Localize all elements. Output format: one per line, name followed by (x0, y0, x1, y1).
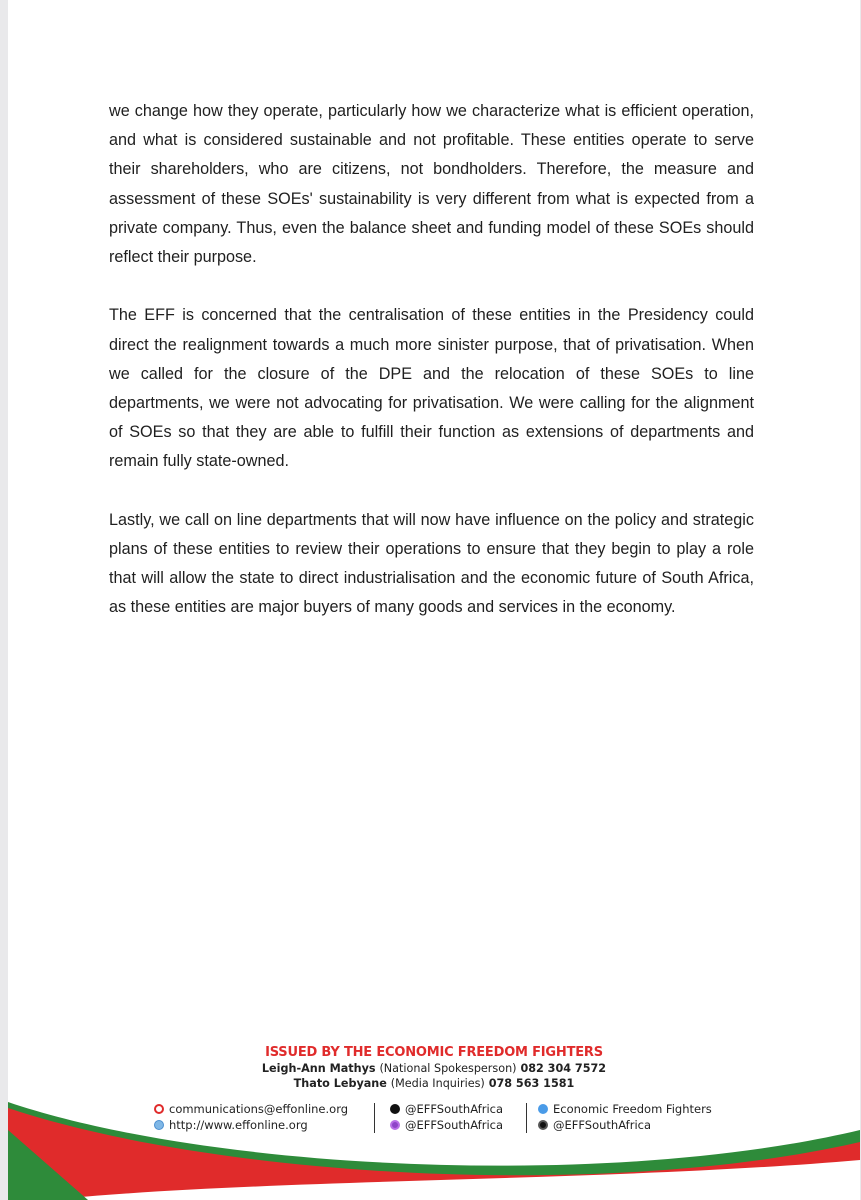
contact-phone: 078 563 1581 (488, 1077, 575, 1090)
facebook-name[interactable]: Economic Freedom Fighters (553, 1102, 712, 1116)
contact-name: Leigh-Ann Mathys (261, 1062, 376, 1075)
contact-name: Thato Lebyane (293, 1077, 387, 1090)
contact-phone: 082 304 7572 (520, 1062, 607, 1075)
tiktok-handle[interactable]: @EFFSouthAfrica (553, 1118, 652, 1132)
x-handle[interactable]: @EFFSouthAfrica (405, 1102, 504, 1116)
issuer-block (8, 1044, 860, 1091)
contact-line-1 (8, 1061, 860, 1076)
paragraph-2: The EFF is concerned that the centralisation of these entities in the Presidency could direct the realignment towards a much more sinister purpose, that of privatisation. When we called for the closure of the DPE and the relocation of these SOEs to line departments, we were not advocating for privatisation. We were calling for the alignment of SOEs so that they are able to fulfill their function as extensions of departments and remain fully state-owned. (109, 306, 754, 471)
contact-role: (Media Inquiries) (390, 1077, 485, 1090)
website-link[interactable]: http://www.effonline.org (169, 1118, 308, 1132)
contact-line-2 (8, 1076, 860, 1091)
email-link[interactable]: communications@effonline.org (169, 1102, 349, 1116)
footer-wave-decoration (8, 1090, 860, 1200)
document-page (8, 0, 860, 1200)
statement-body (109, 97, 754, 652)
instagram-handle[interactable]: @EFFSouthAfrica (405, 1118, 504, 1132)
contact-role: (National Spokesperson) (379, 1062, 517, 1075)
paragraph-3: Lastly, we call on line departments that will now have influence on the policy and strategic plans of these entities to review their operations to ensure that they begin to play a role that will allow the state to direct industrialisation and the economic future of South Africa, as these entities are major buyers of many goods and services in the economy. (109, 510, 754, 617)
issuer-headline: ISSUED BY THE ECONOMIC FREEDOM FIGHTERS (265, 1045, 603, 1060)
paragraph-1: we change how they operate, particularly how we characterize what is efficient operation, and what is considered sustainable and not profitable. These entities operate to serve their shareholders, who are citizens, not bondholders. Therefore, the measure and assessment of these SOEs' sustainability is very different from what is expected from a private company. Thus, even the balance sheet and funding model of these SOEs should reflect their purpose. (109, 102, 754, 267)
